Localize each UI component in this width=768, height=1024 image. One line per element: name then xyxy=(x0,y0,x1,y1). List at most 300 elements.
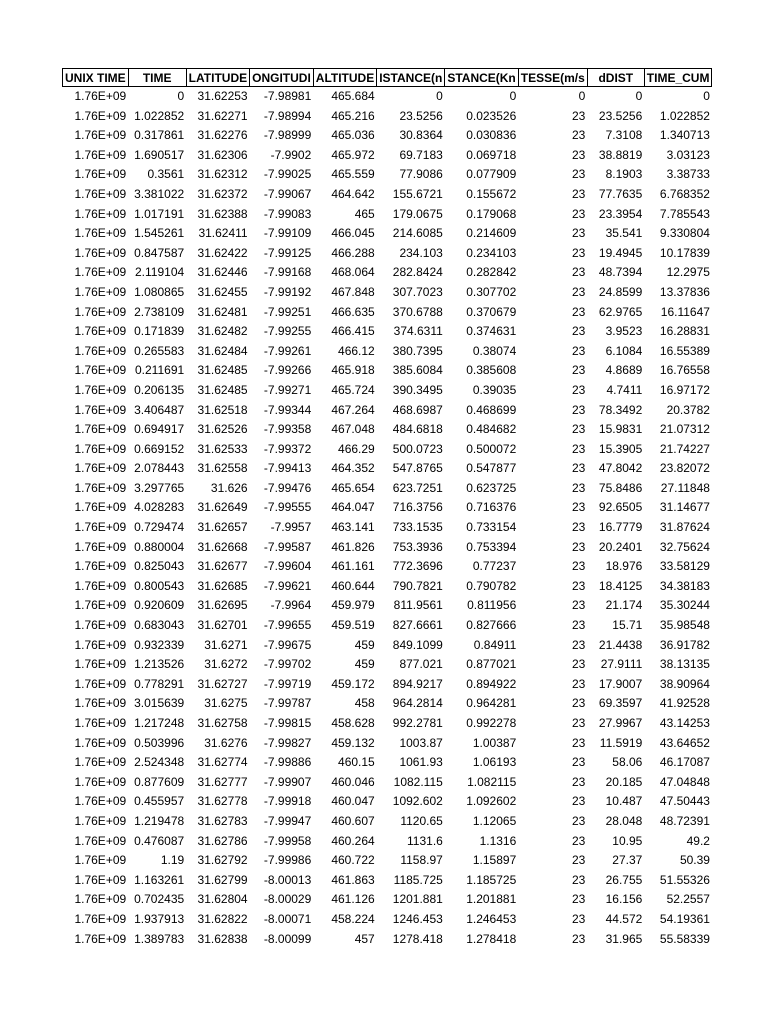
cell-unix-time: 1.76E+09 xyxy=(74,324,127,339)
cell-longitude: -7.99675 xyxy=(263,637,312,652)
cell-distance-m: 214.6085 xyxy=(392,226,443,241)
cell-time-cum: 34.38183 xyxy=(659,578,710,593)
cell-ddist: 18.976 xyxy=(605,559,643,574)
header-vitesse: TESSE(m/s xyxy=(518,69,587,87)
cell-distance-m: 827.6661 xyxy=(392,618,443,633)
cell-distance-km: 0.39035 xyxy=(472,382,517,397)
header-latitude: LATITUDE xyxy=(186,69,249,87)
cell-distance-m: 179.0675 xyxy=(392,206,443,221)
cell-distance-m: 1120.65 xyxy=(400,813,443,828)
table-row xyxy=(63,773,712,793)
cell-unix-time: 1.76E+09 xyxy=(74,853,127,868)
cell-latitude: 31.62758 xyxy=(197,716,248,730)
cell-unix-time: 1.76E+09 xyxy=(74,676,127,691)
cell-ddist: 28.048 xyxy=(605,813,643,828)
header-ddist: dDIST xyxy=(587,69,644,87)
cell-distance-m: 964.2814 xyxy=(392,696,443,711)
cell-unix-time: 1.76E+09 xyxy=(74,931,127,946)
cell-distance-km: 0.827666 xyxy=(466,618,517,633)
cell-altitude: 460.15 xyxy=(338,755,375,770)
cell-longitude: -7.99815 xyxy=(263,716,312,730)
cell-distance-m: 23.5256 xyxy=(399,108,443,123)
cell-distance-km: 0.547877 xyxy=(466,461,517,476)
cell-time-cum: 33.58129 xyxy=(659,559,710,574)
cell-distance-m: 790.7821 xyxy=(392,578,443,593)
cell-latitude: 31.62822 xyxy=(197,911,248,926)
cell-longitude: -7.99702 xyxy=(263,657,312,672)
cell-ddist: 69.3597 xyxy=(598,696,643,711)
cell-time-cum: 9.330804 xyxy=(659,226,710,241)
cell-distance-m: 1158.97 xyxy=(400,853,443,868)
cell-longitude: -7.99827 xyxy=(263,735,312,750)
cell-distance-m: 77.9086 xyxy=(399,167,443,182)
table-row xyxy=(63,538,712,558)
cell-longitude: -7.99261 xyxy=(263,343,312,358)
cell-time-cum: 46.17087 xyxy=(659,755,710,770)
cell-unix-time: 1.76E+09 xyxy=(74,265,127,280)
cell-latitude: 31.62271 xyxy=(197,108,248,123)
cell-distance-m: 1061.93 xyxy=(399,755,443,770)
cell-unix-time: 1.76E+09 xyxy=(74,813,127,828)
cell-ddist: 15.9831 xyxy=(598,422,643,437)
cell-ddist: 4.7411 xyxy=(606,382,643,397)
cell-longitude: -8.00029 xyxy=(263,892,312,907)
cell-distance-km: 0.069718 xyxy=(466,147,517,162)
table-row xyxy=(63,792,712,812)
cell-time: 1.690517 xyxy=(134,147,185,162)
cell-ddist: 7.3108 xyxy=(605,128,643,143)
cell-vitesse: 23 xyxy=(571,147,586,162)
cell-vitesse: 0 xyxy=(578,89,586,103)
cell-time-cum: 41.92528 xyxy=(659,696,710,711)
cell-latitude: 31.62446 xyxy=(197,265,248,280)
cell-altitude: 466.288 xyxy=(331,245,375,260)
table-row xyxy=(63,518,712,538)
cell-unix-time: 1.76E+09 xyxy=(74,539,127,554)
cell-latitude: 31.62668 xyxy=(197,539,248,554)
table-row xyxy=(63,734,712,754)
cell-altitude: 465.036 xyxy=(331,128,375,143)
cell-unix-time: 1.76E+09 xyxy=(74,598,127,613)
cell-unix-time: 1.76E+09 xyxy=(74,128,127,143)
cell-distance-km: 1.1316 xyxy=(479,833,517,848)
cell-latitude: 31.626 xyxy=(210,480,248,495)
cell-vitesse: 23 xyxy=(571,186,586,201)
cell-time: 1.389783 xyxy=(134,931,185,946)
cell-altitude: 460.644 xyxy=(331,578,375,593)
cell-ddist: 19.4945 xyxy=(598,245,643,260)
cell-altitude: 464.047 xyxy=(331,500,375,515)
cell-distance-m: 877.021 xyxy=(399,657,443,672)
cell-longitude: -7.99025 xyxy=(263,167,312,182)
cell-time-cum: 43.14253 xyxy=(659,716,710,730)
table-row xyxy=(63,303,712,323)
cell-time-cum: 54.19361 xyxy=(659,911,710,926)
cell-vitesse: 23 xyxy=(571,559,586,574)
cell-ddist: 21.4438 xyxy=(598,637,643,652)
cell-vitesse: 23 xyxy=(571,539,586,554)
cell-unix-time: 1.76E+09 xyxy=(74,578,127,593)
table-row xyxy=(63,440,712,460)
cell-distance-m: 307.7023 xyxy=(392,284,443,299)
cell-vitesse: 23 xyxy=(571,363,586,378)
cell-latitude: 31.62558 xyxy=(197,461,248,476)
cell-latitude: 31.62677 xyxy=(197,559,248,574)
cell-longitude: -7.98994 xyxy=(263,108,312,123)
cell-ddist: 27.37 xyxy=(612,853,643,868)
cell-time-cum: 55.58339 xyxy=(659,931,710,946)
cell-longitude: -7.9964 xyxy=(270,598,312,613)
cell-unix-time: 1.76E+09 xyxy=(74,402,127,417)
cell-ddist: 77.7635 xyxy=(598,186,643,201)
cell-latitude: 31.62411 xyxy=(198,226,248,241)
header-unix-time: UNIX TIME xyxy=(63,69,129,87)
table-row xyxy=(63,714,712,734)
cell-time: 0.880004 xyxy=(134,539,185,554)
cell-unix-time: 1.76E+09 xyxy=(74,343,127,358)
cell-altitude: 466.635 xyxy=(331,304,375,319)
cell-altitude: 465.684 xyxy=(331,89,375,103)
cell-time-cum: 52.2557 xyxy=(666,892,710,907)
cell-altitude: 463.141 xyxy=(331,520,375,535)
cell-distance-km: 0.370679 xyxy=(466,304,517,319)
table-row xyxy=(63,596,712,616)
cell-time: 0.825043 xyxy=(134,559,185,574)
cell-time: 0.702435 xyxy=(134,892,185,907)
cell-time-cum: 20.3782 xyxy=(666,402,710,417)
cell-latitude: 31.62792 xyxy=(197,853,248,868)
cell-vitesse: 23 xyxy=(571,794,586,809)
cell-distance-m: 374.6311 xyxy=(393,324,443,339)
cell-time-cum: 47.04848 xyxy=(659,774,710,789)
table-row xyxy=(63,812,712,832)
cell-time: 0.800543 xyxy=(134,578,185,593)
header-altitude: ALTITUDE xyxy=(313,69,376,87)
cell-vitesse: 23 xyxy=(571,245,586,260)
cell-latitude: 31.62799 xyxy=(197,872,248,887)
cell-vitesse: 23 xyxy=(571,441,586,456)
table-row xyxy=(63,342,712,362)
cell-distance-m: 1092.602 xyxy=(392,794,443,809)
cell-longitude: -7.98999 xyxy=(263,128,312,143)
cell-time-cum: 21.74227 xyxy=(659,441,710,456)
cell-longitude: -7.99083 xyxy=(263,206,312,221)
cell-ddist: 10.95 xyxy=(612,833,643,848)
cell-latitude: 31.62482 xyxy=(197,324,248,339)
cell-altitude: 459.979 xyxy=(331,598,375,613)
cell-unix-time: 1.76E+09 xyxy=(74,696,127,711)
cell-latitude: 31.62312 xyxy=(197,167,248,182)
cell-altitude: 465.216 xyxy=(331,108,375,123)
cell-distance-km: 0.84911 xyxy=(473,637,517,652)
cell-latitude: 31.62372 xyxy=(197,186,248,201)
cell-altitude: 459.132 xyxy=(331,735,375,750)
cell-distance-km: 0.716376 xyxy=(466,500,517,515)
cell-longitude: -7.99168 xyxy=(263,265,312,280)
cell-time: 1.217248 xyxy=(134,716,185,730)
cell-latitude: 31.62649 xyxy=(197,500,248,515)
cell-vitesse: 23 xyxy=(571,128,586,143)
cell-distance-km: 0.484682 xyxy=(466,422,517,437)
cell-distance-m: 992.2781 xyxy=(392,716,443,730)
table-row xyxy=(63,910,712,930)
cell-vitesse: 23 xyxy=(571,931,586,946)
cell-time-cum: 0 xyxy=(703,89,710,103)
cell-time: 0.265583 xyxy=(134,343,185,358)
cell-distance-m: 484.6818 xyxy=(392,422,443,437)
cell-ddist: 23.3954 xyxy=(598,206,643,221)
cell-vitesse: 23 xyxy=(571,343,586,358)
cell-altitude: 467.048 xyxy=(331,422,375,437)
cell-unix-time: 1.76E+09 xyxy=(74,637,127,652)
cell-vitesse: 23 xyxy=(571,226,586,241)
cell-distance-m: 849.1099 xyxy=(392,637,443,652)
table-row xyxy=(63,263,712,283)
cell-distance-m: 1246.453 xyxy=(392,911,443,926)
cell-vitesse: 23 xyxy=(571,284,586,299)
table-row xyxy=(63,107,712,127)
header-row xyxy=(63,69,712,87)
cell-time-cum: 21.07312 xyxy=(659,422,710,437)
table-row xyxy=(63,655,712,675)
header-distance-km: STANCE(Kn xyxy=(445,69,518,87)
cell-altitude: 457 xyxy=(354,931,375,946)
cell-unix-time: 1.76E+09 xyxy=(74,147,127,162)
cell-time: 1.219478 xyxy=(134,813,185,828)
cell-time: 4.028283 xyxy=(134,500,185,515)
cell-distance-m: 468.6987 xyxy=(392,402,443,417)
cell-unix-time: 1.76E+09 xyxy=(74,911,127,926)
cell-longitude: -7.99067 xyxy=(263,186,312,201)
cell-ddist: 26.755 xyxy=(605,872,643,887)
cell-vitesse: 23 xyxy=(571,872,586,887)
table-row xyxy=(63,479,712,499)
cell-altitude: 465 xyxy=(354,206,375,221)
cell-latitude: 31.62253 xyxy=(197,89,248,103)
table-row xyxy=(63,165,712,185)
cell-unix-time: 1.76E+09 xyxy=(74,480,127,495)
cell-ddist: 62.9765 xyxy=(598,304,643,319)
cell-distance-m: 155.6721 xyxy=(392,186,443,201)
cell-distance-km: 0.374631 xyxy=(466,324,517,339)
cell-distance-m: 500.0723 xyxy=(392,441,443,456)
cell-ddist: 48.7394 xyxy=(598,265,643,280)
header-longitude: ONGITUDI xyxy=(250,69,314,87)
cell-distance-km: 1.092602 xyxy=(466,794,517,809)
cell-time-cum: 13.37836 xyxy=(659,284,710,299)
cell-altitude: 467.848 xyxy=(331,284,375,299)
cell-time: 0.206135 xyxy=(134,382,185,397)
cell-altitude: 460.047 xyxy=(331,794,375,809)
cell-vitesse: 23 xyxy=(571,206,586,221)
cell-unix-time: 1.76E+09 xyxy=(74,794,127,809)
cell-distance-km: 0.77237 xyxy=(472,559,517,574)
cell-time-cum: 32.75624 xyxy=(659,539,710,554)
table-row xyxy=(63,557,712,577)
cell-unix-time: 1.76E+09 xyxy=(74,774,127,789)
cell-vitesse: 23 xyxy=(571,696,586,711)
cell-altitude: 461.126 xyxy=(331,892,375,907)
cell-longitude: -8.00071 xyxy=(263,911,312,926)
cell-time: 0.476087 xyxy=(134,833,185,848)
cell-ddist: 18.4125 xyxy=(598,578,643,593)
cell-altitude: 460.264 xyxy=(331,833,375,848)
data-table xyxy=(62,68,712,949)
cell-unix-time: 1.76E+09 xyxy=(74,657,127,672)
cell-latitude: 31.62455 xyxy=(197,284,248,299)
cell-ddist: 58.06 xyxy=(612,755,643,770)
cell-latitude: 31.6271 xyxy=(204,637,248,652)
cell-ddist: 8.1903 xyxy=(605,167,643,182)
cell-distance-m: 547.8765 xyxy=(392,461,443,476)
cell-altitude: 458.224 xyxy=(331,911,375,926)
cell-altitude: 466.12 xyxy=(338,343,375,358)
cell-ddist: 15.71 xyxy=(612,618,643,633)
cell-longitude: -7.9957 xyxy=(270,520,312,535)
cell-distance-km: 1.15897 xyxy=(472,853,517,868)
cell-distance-m: 390.3495 xyxy=(392,382,443,397)
cell-time: 0.503996 xyxy=(134,735,185,750)
cell-vitesse: 23 xyxy=(571,892,586,907)
cell-time-cum: 43.64652 xyxy=(659,735,710,750)
cell-distance-m: 380.7395 xyxy=(392,343,443,358)
cell-ddist: 10.487 xyxy=(605,794,643,809)
cell-distance-km: 0.811956 xyxy=(467,598,517,613)
cell-distance-m: 716.3756 xyxy=(392,500,443,515)
cell-time: 3.406487 xyxy=(134,402,185,417)
cell-vitesse: 23 xyxy=(571,813,586,828)
cell-time: 3.381022 xyxy=(134,186,185,201)
cell-time: 0.211691 xyxy=(135,363,185,378)
cell-ddist: 47.8042 xyxy=(598,461,643,476)
cell-longitude: -7.98981 xyxy=(263,89,312,103)
cell-time-cum: 16.11647 xyxy=(660,304,710,319)
table-row xyxy=(63,753,712,773)
cell-distance-m: 1082.115 xyxy=(393,774,443,789)
cell-distance-km: 0 xyxy=(509,89,517,103)
cell-time-cum: 50.39 xyxy=(679,853,710,868)
cell-longitude: -7.99255 xyxy=(263,324,312,339)
cell-longitude: -7.99372 xyxy=(263,441,312,456)
cell-longitude: -7.99476 xyxy=(263,480,312,495)
cell-distance-km: 0.179068 xyxy=(466,206,517,221)
cell-ddist: 38.8819 xyxy=(598,147,643,162)
table-row xyxy=(63,694,712,714)
cell-longitude: -7.99918 xyxy=(263,794,312,809)
cell-longitude: -8.00099 xyxy=(263,931,312,946)
cell-distance-km: 0.753394 xyxy=(466,539,517,554)
cell-distance-m: 385.6084 xyxy=(392,363,443,378)
cell-time-cum: 1.022852 xyxy=(659,108,710,123)
cell-latitude: 31.62777 xyxy=(197,774,248,789)
table-row xyxy=(63,224,712,244)
cell-latitude: 31.62422 xyxy=(197,245,248,260)
cell-unix-time: 1.76E+09 xyxy=(74,500,127,515)
table-row xyxy=(63,126,712,146)
cell-longitude: -7.99109 xyxy=(263,226,312,241)
cell-longitude: -7.99787 xyxy=(263,696,312,711)
cell-longitude: -7.99621 xyxy=(263,578,312,593)
table-row xyxy=(63,498,712,518)
cell-distance-km: 0.790782 xyxy=(466,578,517,593)
cell-distance-m: 623.7251 xyxy=(392,480,443,495)
cell-distance-km: 0.623725 xyxy=(466,480,517,495)
cell-distance-km: 0.023526 xyxy=(466,108,517,123)
cell-altitude: 459.519 xyxy=(331,618,375,633)
cell-ddist: 17.9007 xyxy=(598,676,643,691)
cell-longitude: -7.99986 xyxy=(263,853,312,868)
cell-latitude: 31.62484 xyxy=(197,343,248,358)
cell-vitesse: 23 xyxy=(571,657,586,672)
table-row xyxy=(63,675,712,695)
cell-vitesse: 23 xyxy=(571,520,586,535)
cell-time: 0.729474 xyxy=(134,520,185,535)
cell-vitesse: 23 xyxy=(571,461,586,476)
cell-unix-time: 1.76E+09 xyxy=(74,716,127,730)
cell-vitesse: 23 xyxy=(571,402,586,417)
cell-time: 0.171839 xyxy=(134,324,185,339)
cell-time: 2.078443 xyxy=(134,461,185,476)
cell-latitude: 31.62485 xyxy=(197,363,248,378)
cell-unix-time: 1.76E+09 xyxy=(74,755,127,770)
cell-altitude: 465.724 xyxy=(331,382,375,397)
cell-time-cum: 3.03123 xyxy=(666,147,710,162)
cell-altitude: 465.559 xyxy=(331,167,375,182)
cell-time-cum: 3.38733 xyxy=(666,167,710,182)
cell-latitude: 31.62727 xyxy=(197,676,248,691)
cell-distance-km: 1.00387 xyxy=(472,735,517,750)
header-distance-m: ISTANCE(n xyxy=(377,69,445,87)
cell-time-cum: 51.55326 xyxy=(659,872,710,887)
cell-ddist: 21.174 xyxy=(605,598,643,613)
cell-time-cum: 7.785543 xyxy=(659,206,710,221)
cell-longitude: -7.99655 xyxy=(263,618,312,633)
cell-distance-km: 0.307702 xyxy=(466,284,517,299)
cell-distance-km: 0.234103 xyxy=(466,245,517,260)
cell-altitude: 459.172 xyxy=(331,676,375,691)
cell-time: 1.19 xyxy=(160,853,185,868)
cell-unix-time: 1.76E+09 xyxy=(74,206,127,221)
cell-ddist: 16.7779 xyxy=(598,520,643,535)
cell-distance-m: 1185.725 xyxy=(393,872,443,887)
cell-altitude: 465.972 xyxy=(331,147,375,162)
table-row xyxy=(63,616,712,636)
cell-unix-time: 1.76E+09 xyxy=(74,422,127,437)
cell-distance-m: 753.3936 xyxy=(392,539,443,554)
cell-time-cum: 49.2 xyxy=(686,833,710,848)
cell-longitude: -7.99344 xyxy=(263,402,312,417)
cell-latitude: 31.62388 xyxy=(197,206,248,221)
cell-distance-km: 0.877021 xyxy=(466,657,517,672)
cell-latitude: 31.62657 xyxy=(197,520,248,535)
table-row xyxy=(63,87,712,107)
cell-ddist: 27.9967 xyxy=(598,716,643,730)
cell-longitude: -7.99719 xyxy=(263,676,312,691)
cell-latitude: 31.6275 xyxy=(204,696,248,711)
cell-latitude: 31.62518 xyxy=(197,402,248,417)
cell-time-cum: 47.50443 xyxy=(659,794,710,809)
cell-latitude: 31.6272 xyxy=(204,657,248,672)
table-row xyxy=(63,205,712,225)
table-row xyxy=(63,577,712,597)
cell-distance-m: 30.8364 xyxy=(399,128,443,143)
cell-time-cum: 31.87624 xyxy=(659,520,710,535)
table-row xyxy=(63,832,712,852)
cell-time: 1.937913 xyxy=(134,911,185,926)
cell-longitude: -7.99555 xyxy=(263,500,312,515)
cell-distance-m: 69.7183 xyxy=(399,147,443,162)
cell-latitude: 31.62774 xyxy=(197,755,248,770)
